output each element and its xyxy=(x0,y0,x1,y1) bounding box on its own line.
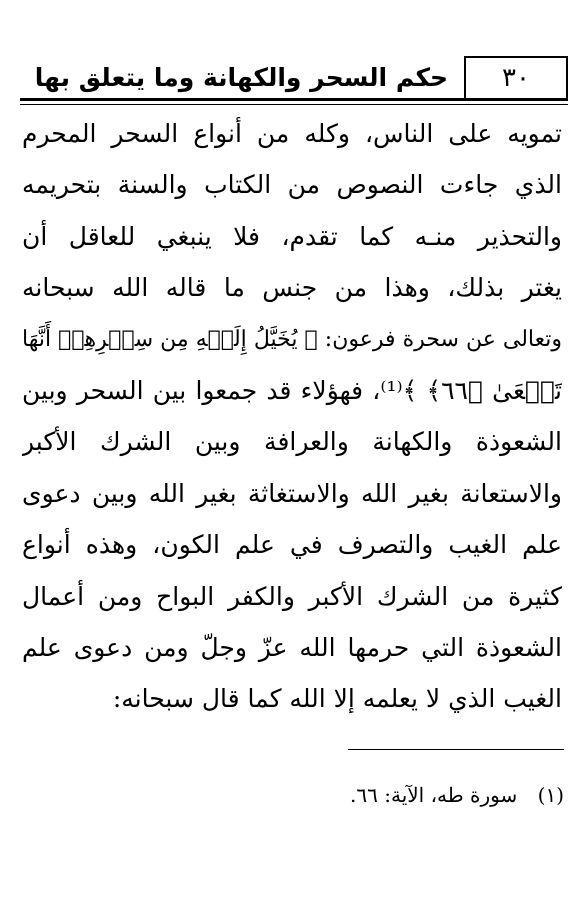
text-line: يغتر بذلك، وهذا من جنس ما قاله الله سبحانه xyxy=(22,273,562,303)
page-header xyxy=(20,56,568,102)
quran-verse-line: تَسۡعَىٰ ﴿٦٦﴾ ﴾⁽¹⁾، فهؤلاء قد جمعوا بين السحر وبين xyxy=(22,375,562,405)
running-title: حكم السحر والكهانة وما يتعلق بها xyxy=(34,63,448,92)
header-rule xyxy=(20,98,568,101)
footnote-marker: (١) xyxy=(537,783,564,807)
text-line: علم الغيب والتصرف في علم الكون، وهذه أنواع xyxy=(22,530,562,560)
quran-verse-line: وتعالى عن سحرة فرعون: ﴿ يُخَيَّلُ إِلَيۡهِ مِن سِحۡرِهِمۡ أَنَّهَا xyxy=(22,326,562,352)
text-line: والاستعانة بغير الله والاستغاثة بغير الله وبين دعوى xyxy=(22,478,562,508)
text-line: الذي جاءت النصوص من الكتاب والسنة بتحريمه xyxy=(22,170,562,200)
text-line: الشعوذة والكهانة والعرافة وبين الشرك الأكبر xyxy=(22,427,562,457)
text-line: كثيرة من الشرك الأكبر والكفر البواح ومن أعمال xyxy=(22,581,562,611)
text-line: الشعوذة التي حرمها الله عزّ وجلّ ومن دعوى علم xyxy=(22,632,562,662)
text-line: والتحذير منـه كما تقدم، فلا ينبغي للعاقل أن xyxy=(22,221,562,251)
header-rule-thin xyxy=(20,104,568,105)
footnote xyxy=(100,780,564,810)
page-number: ٣٠ xyxy=(464,56,568,98)
text-line: الغيب الذي لا يعلمه إلا الله كما قال سبحانه: xyxy=(112,684,562,714)
footnote-text: سورة طه، الآية: ٦٦. xyxy=(350,783,518,807)
body-text xyxy=(22,108,562,725)
text-line: تمويه على الناس، وكله من أنواع السحر المحرم xyxy=(22,119,562,148)
footnote-separator xyxy=(348,749,564,750)
